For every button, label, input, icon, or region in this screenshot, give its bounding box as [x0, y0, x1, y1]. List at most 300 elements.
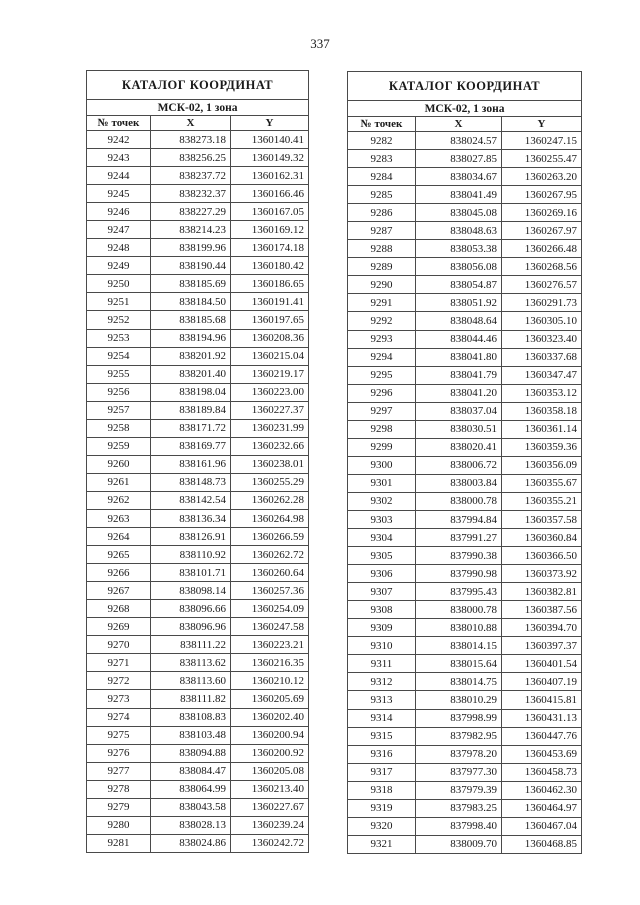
y-coordinate: 1360197.65: [231, 311, 309, 329]
point-number: 9304: [348, 529, 416, 547]
x-coordinate: 838024.86: [151, 834, 231, 852]
table-row: [87, 546, 309, 564]
table-row: [348, 673, 582, 691]
catalog-title-row: [87, 71, 309, 100]
table-row: [348, 294, 582, 312]
point-number: 9284: [348, 168, 416, 186]
point-number: 9282: [348, 132, 416, 150]
point-number: 9268: [87, 600, 151, 618]
table-row: [348, 186, 582, 204]
y-coordinate: 1360397.37: [502, 637, 582, 655]
point-number-header: № точек: [348, 117, 416, 132]
table-row: [87, 149, 309, 167]
x-coordinate: 838015.64: [416, 655, 502, 673]
table-row: [348, 438, 582, 456]
point-number: 9275: [87, 726, 151, 744]
table-row: [87, 383, 309, 401]
table-row: [348, 781, 582, 799]
y-coordinate: 1360140.41: [231, 131, 309, 149]
table-row: [348, 727, 582, 745]
y-coordinate: 1360223.00: [231, 383, 309, 401]
coordinate-catalog-right: [347, 71, 582, 854]
table-row: [87, 491, 309, 509]
table-row: [87, 455, 309, 473]
x-coordinate: 838199.96: [151, 239, 231, 257]
x-coordinate: 838108.83: [151, 708, 231, 726]
point-number: 9306: [348, 565, 416, 583]
point-number: 9256: [87, 383, 151, 401]
point-number: 9270: [87, 636, 151, 654]
y-coordinate: 1360468.85: [502, 835, 582, 853]
table-row: [87, 437, 309, 455]
point-number: 9305: [348, 547, 416, 565]
x-coordinate: 838024.57: [416, 132, 502, 150]
coordinate-catalog-left: [86, 70, 309, 853]
point-number: 9273: [87, 690, 151, 708]
x-coordinate: 838126.91: [151, 528, 231, 546]
point-number: 9318: [348, 781, 416, 799]
point-number: 9316: [348, 745, 416, 763]
table-row: [348, 691, 582, 709]
x-coordinate: 838010.29: [416, 691, 502, 709]
table-row: [348, 276, 582, 294]
y-coordinate: 1360213.40: [231, 780, 309, 798]
point-number: 9280: [87, 816, 151, 834]
point-number: 9299: [348, 438, 416, 456]
y-coordinate: 1360247.15: [502, 132, 582, 150]
point-number: 9251: [87, 293, 151, 311]
table-row: [87, 131, 309, 149]
x-coordinate: 838051.92: [416, 294, 502, 312]
point-number: 9315: [348, 727, 416, 745]
x-coordinate: 838048.63: [416, 222, 502, 240]
table-row: [348, 474, 582, 492]
point-number: 9279: [87, 798, 151, 816]
x-coordinate: 838014.15: [416, 637, 502, 655]
point-number: 9260: [87, 455, 151, 473]
catalog-zone-row: [87, 100, 309, 116]
table-row: [348, 492, 582, 510]
y-coordinate: 1360267.97: [502, 222, 582, 240]
table-row: [87, 203, 309, 221]
table-row: [87, 708, 309, 726]
x-coordinate: 838185.69: [151, 275, 231, 293]
y-coordinate: 1360257.36: [231, 582, 309, 600]
y-coordinate: 1360291.73: [502, 294, 582, 312]
point-number: 9295: [348, 366, 416, 384]
catalog-header-row: [348, 117, 582, 132]
y-coordinate: 1360394.70: [502, 619, 582, 637]
x-coordinate: 838048.64: [416, 312, 502, 330]
catalog-title: КАТАЛОГ КООРДИНАТ: [348, 72, 582, 101]
point-number: 9287: [348, 222, 416, 240]
table-row: [87, 636, 309, 654]
y-coordinate: 1360447.76: [502, 727, 582, 745]
y-coordinate: 1360167.05: [231, 203, 309, 221]
y-coordinate: 1360162.31: [231, 167, 309, 185]
point-number: 9289: [348, 258, 416, 276]
point-number: 9310: [348, 637, 416, 655]
y-coordinate: 1360216.35: [231, 654, 309, 672]
point-number: 9297: [348, 402, 416, 420]
y-coordinate: 1360174.18: [231, 239, 309, 257]
x-coordinate: 837995.43: [416, 583, 502, 601]
x-coordinate: 838113.60: [151, 672, 231, 690]
table-row: [348, 150, 582, 168]
point-number: 9298: [348, 420, 416, 438]
table-row: [348, 168, 582, 186]
point-number: 9253: [87, 329, 151, 347]
point-number: 9266: [87, 564, 151, 582]
table-row: [348, 240, 582, 258]
x-coordinate: 838148.73: [151, 473, 231, 491]
x-coordinate: 838273.18: [151, 131, 231, 149]
x-coordinate: 838027.85: [416, 150, 502, 168]
point-number: 9250: [87, 275, 151, 293]
table-row: [348, 312, 582, 330]
y-coordinate: 1360357.58: [502, 510, 582, 528]
table-row: [348, 204, 582, 222]
y-coordinate: 1360210.12: [231, 672, 309, 690]
point-number: 9274: [87, 708, 151, 726]
point-number: 9321: [348, 835, 416, 853]
table-row: [348, 565, 582, 583]
table-row: [348, 510, 582, 528]
y-coordinate: 1360269.16: [502, 204, 582, 222]
table-row: [87, 365, 309, 383]
x-coordinate: 838185.68: [151, 311, 231, 329]
point-number: 9242: [87, 131, 151, 149]
y-coordinate: 1360323.40: [502, 330, 582, 348]
point-number: 9276: [87, 744, 151, 762]
x-coordinate: 838111.82: [151, 690, 231, 708]
y-coordinate: 1360149.32: [231, 149, 309, 167]
table-row: [87, 816, 309, 834]
y-coordinate: 1360407.19: [502, 673, 582, 691]
x-coordinate: 838094.88: [151, 744, 231, 762]
table-row: [348, 619, 582, 637]
point-number: 9246: [87, 203, 151, 221]
point-number: 9267: [87, 582, 151, 600]
y-coordinate: 1360464.97: [502, 799, 582, 817]
y-coordinate: 1360266.59: [231, 528, 309, 546]
y-coordinate: 1360361.14: [502, 420, 582, 438]
point-number: 9262: [87, 491, 151, 509]
point-number: 9286: [348, 204, 416, 222]
y-coordinate: 1360219.17: [231, 365, 309, 383]
y-coordinate: 1360462.30: [502, 781, 582, 799]
table-row: [87, 473, 309, 491]
point-number: 9259: [87, 437, 151, 455]
y-coordinate: 1360431.13: [502, 709, 582, 727]
x-coordinate: 838201.92: [151, 347, 231, 365]
table-row: [348, 348, 582, 366]
point-number: 9294: [348, 348, 416, 366]
point-number: 9261: [87, 473, 151, 491]
x-coordinate: 838045.08: [416, 204, 502, 222]
table-row: [87, 509, 309, 527]
point-number: 9277: [87, 762, 151, 780]
y-coordinate: 1360356.09: [502, 456, 582, 474]
table-row: [348, 132, 582, 150]
point-number-header: № точек: [87, 116, 151, 131]
y-coordinate: 1360266.48: [502, 240, 582, 258]
y-coordinate: 1360232.66: [231, 437, 309, 455]
point-number: 9311: [348, 655, 416, 673]
x-coordinate: 838169.77: [151, 437, 231, 455]
x-header: X: [151, 116, 231, 131]
y-coordinate: 1360366.50: [502, 547, 582, 565]
x-coordinate: 838190.44: [151, 257, 231, 275]
y-coordinate: 1360180.42: [231, 257, 309, 275]
y-coordinate: 1360268.56: [502, 258, 582, 276]
table-row: [87, 167, 309, 185]
point-number: 9308: [348, 601, 416, 619]
table-row: [348, 402, 582, 420]
point-number: 9285: [348, 186, 416, 204]
x-coordinate: 838009.70: [416, 835, 502, 853]
point-number: 9319: [348, 799, 416, 817]
table-row: [87, 275, 309, 293]
table-row: [348, 384, 582, 402]
table-row: [348, 366, 582, 384]
y-coordinate: 1360337.68: [502, 348, 582, 366]
point-number: 9292: [348, 312, 416, 330]
x-coordinate: 838044.46: [416, 330, 502, 348]
x-coordinate: 837994.84: [416, 510, 502, 528]
point-number: 9314: [348, 709, 416, 727]
table-row: [348, 655, 582, 673]
y-coordinate: 1360166.46: [231, 185, 309, 203]
y-coordinate: 1360202.40: [231, 708, 309, 726]
table-row: [348, 222, 582, 240]
point-number: 9278: [87, 780, 151, 798]
table-row: [348, 637, 582, 655]
x-coordinate: 838136.34: [151, 509, 231, 527]
point-number: 9255: [87, 365, 151, 383]
y-coordinate: 1360355.67: [502, 474, 582, 492]
point-number: 9313: [348, 691, 416, 709]
table-row: [87, 257, 309, 275]
point-number: 9303: [348, 510, 416, 528]
table-row: [87, 654, 309, 672]
table-row: [348, 529, 582, 547]
table-row: [348, 547, 582, 565]
table-row: [87, 528, 309, 546]
x-coordinate: 838214.23: [151, 221, 231, 239]
x-coordinate: 838053.38: [416, 240, 502, 258]
y-coordinate: 1360267.95: [502, 186, 582, 204]
x-coordinate: 838054.87: [416, 276, 502, 294]
x-coordinate: 838161.96: [151, 455, 231, 473]
x-coordinate: 838201.40: [151, 365, 231, 383]
table-row: [87, 618, 309, 636]
point-number: 9264: [87, 528, 151, 546]
table-row: [87, 834, 309, 852]
x-coordinate: 837998.40: [416, 817, 502, 835]
table-row: [87, 726, 309, 744]
x-coordinate: 838198.04: [151, 383, 231, 401]
x-coordinate: 837991.27: [416, 529, 502, 547]
y-coordinate: 1360205.08: [231, 762, 309, 780]
point-number: 9263: [87, 509, 151, 527]
y-coordinate: 1360387.56: [502, 601, 582, 619]
table-row: [87, 672, 309, 690]
y-coordinate: 1360223.21: [231, 636, 309, 654]
y-coordinate: 1360360.84: [502, 529, 582, 547]
table-row: [87, 239, 309, 257]
point-number: 9302: [348, 492, 416, 510]
x-coordinate: 838098.14: [151, 582, 231, 600]
x-coordinate: 838034.67: [416, 168, 502, 186]
table-row: [87, 600, 309, 618]
table-row: [87, 185, 309, 203]
x-coordinate: 838227.29: [151, 203, 231, 221]
table-row: [348, 799, 582, 817]
y-coordinate: 1360276.57: [502, 276, 582, 294]
x-coordinate: 838043.58: [151, 798, 231, 816]
x-coordinate: 838184.50: [151, 293, 231, 311]
y-coordinate: 1360353.12: [502, 384, 582, 402]
y-coordinate: 1360215.04: [231, 347, 309, 365]
y-coordinate: 1360255.47: [502, 150, 582, 168]
point-number: 9309: [348, 619, 416, 637]
point-number: 9281: [87, 834, 151, 852]
y-coordinate: 1360373.92: [502, 565, 582, 583]
x-coordinate: 838003.84: [416, 474, 502, 492]
point-number: 9288: [348, 240, 416, 258]
y-coordinate: 1360200.92: [231, 744, 309, 762]
point-number: 9296: [348, 384, 416, 402]
x-coordinate: 838041.80: [416, 348, 502, 366]
point-number: 9249: [87, 257, 151, 275]
x-coordinate: 838000.78: [416, 601, 502, 619]
point-number: 9254: [87, 347, 151, 365]
table-row: [348, 817, 582, 835]
point-number: 9248: [87, 239, 151, 257]
x-coordinate: 837983.25: [416, 799, 502, 817]
table-row: [348, 420, 582, 438]
table-row: [348, 258, 582, 276]
x-coordinate: 838014.75: [416, 673, 502, 691]
point-number: 9283: [348, 150, 416, 168]
x-coordinate: 837979.39: [416, 781, 502, 799]
point-number: 9301: [348, 474, 416, 492]
point-number: 9300: [348, 456, 416, 474]
x-coordinate: 838101.71: [151, 564, 231, 582]
catalog-zone: МСК-02, 1 зона: [87, 100, 309, 116]
x-header: X: [416, 117, 502, 132]
x-coordinate: 838103.48: [151, 726, 231, 744]
y-coordinate: 1360453.69: [502, 745, 582, 763]
x-coordinate: 838041.79: [416, 366, 502, 384]
y-coordinate: 1360458.73: [502, 763, 582, 781]
y-coordinate: 1360205.69: [231, 690, 309, 708]
y-coordinate: 1360415.81: [502, 691, 582, 709]
x-coordinate: 838041.49: [416, 186, 502, 204]
y-coordinate: 1360264.98: [231, 509, 309, 527]
y-coordinate: 1360355.21: [502, 492, 582, 510]
table-row: [348, 456, 582, 474]
table-row: [87, 798, 309, 816]
x-coordinate: 838037.04: [416, 402, 502, 420]
catalog-title-row: [348, 72, 582, 101]
table-row: [348, 763, 582, 781]
x-coordinate: 838142.54: [151, 491, 231, 509]
point-number: 9269: [87, 618, 151, 636]
x-coordinate: 838237.72: [151, 167, 231, 185]
y-coordinate: 1360247.58: [231, 618, 309, 636]
table-row: [348, 330, 582, 348]
y-coordinate: 1360401.54: [502, 655, 582, 673]
x-coordinate: 838171.72: [151, 419, 231, 437]
table-row: [87, 780, 309, 798]
catalog-zone: МСК-02, 1 зона: [348, 101, 582, 117]
y-coordinate: 1360260.64: [231, 564, 309, 582]
x-coordinate: 838194.96: [151, 329, 231, 347]
x-coordinate: 838000.78: [416, 492, 502, 510]
point-number: 9320: [348, 817, 416, 835]
point-number: 9272: [87, 672, 151, 690]
y-coordinate: 1360359.36: [502, 438, 582, 456]
y-coordinate: 1360262.28: [231, 491, 309, 509]
y-coordinate: 1360263.20: [502, 168, 582, 186]
table-row: [87, 564, 309, 582]
table-row: [87, 347, 309, 365]
y-coordinate: 1360254.09: [231, 600, 309, 618]
x-coordinate: 838006.72: [416, 456, 502, 474]
page-number: 337: [310, 36, 330, 51]
x-coordinate: 838041.20: [416, 384, 502, 402]
table-row: [87, 690, 309, 708]
y-coordinate: 1360262.72: [231, 546, 309, 564]
table-row: [87, 419, 309, 437]
x-coordinate: 838096.96: [151, 618, 231, 636]
y-coordinate: 1360239.24: [231, 816, 309, 834]
y-coordinate: 1360200.94: [231, 726, 309, 744]
y-coordinate: 1360382.81: [502, 583, 582, 601]
y-coordinate: 1360347.47: [502, 366, 582, 384]
x-coordinate: 837982.95: [416, 727, 502, 745]
x-coordinate: 838010.88: [416, 619, 502, 637]
y-coordinate: 1360238.01: [231, 455, 309, 473]
x-coordinate: 838111.22: [151, 636, 231, 654]
x-coordinate: 838064.99: [151, 780, 231, 798]
x-coordinate: 838056.08: [416, 258, 502, 276]
table-row: [87, 401, 309, 419]
table-row: [348, 583, 582, 601]
y-coordinate: 1360242.72: [231, 834, 309, 852]
point-number: 9247: [87, 221, 151, 239]
table-row: [87, 762, 309, 780]
point-number: 9312: [348, 673, 416, 691]
table-row: [348, 709, 582, 727]
x-coordinate: 837978.20: [416, 745, 502, 763]
table-row: [87, 582, 309, 600]
point-number: 9307: [348, 583, 416, 601]
x-coordinate: 837998.99: [416, 709, 502, 727]
y-coordinate: 1360467.04: [502, 817, 582, 835]
point-number: 9265: [87, 546, 151, 564]
y-coordinate: 1360227.67: [231, 798, 309, 816]
catalog-zone-row: [348, 101, 582, 117]
y-coordinate: 1360358.18: [502, 402, 582, 420]
y-coordinate: 1360208.36: [231, 329, 309, 347]
point-number: 9252: [87, 311, 151, 329]
x-coordinate: 838028.13: [151, 816, 231, 834]
table-row: [87, 744, 309, 762]
point-number: 9258: [87, 419, 151, 437]
